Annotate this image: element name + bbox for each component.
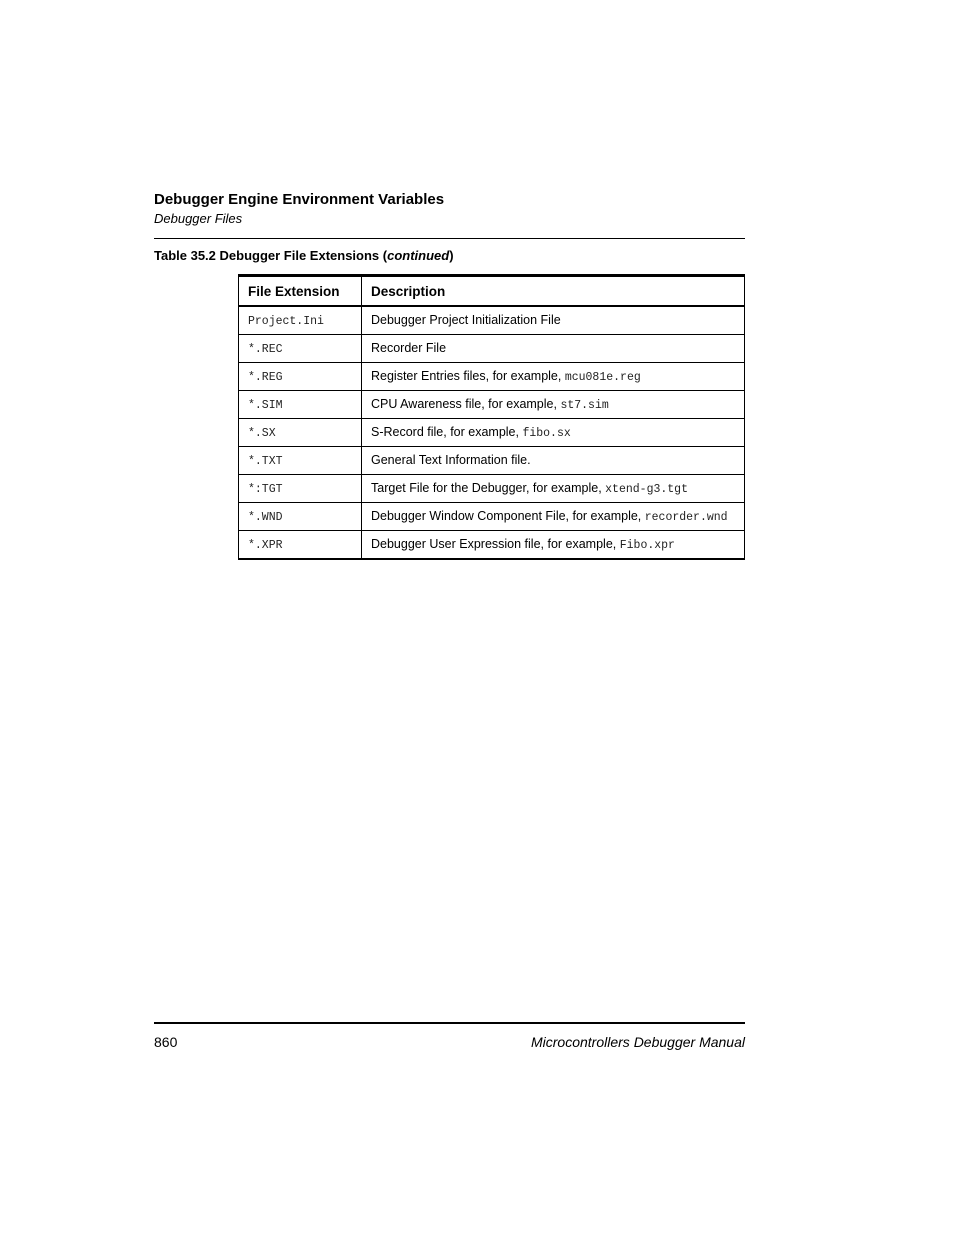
description-text: S-Record file, for example, (371, 425, 523, 439)
page-number: 860 (154, 1034, 178, 1050)
extension-cell (239, 447, 362, 475)
description-cell (362, 419, 745, 447)
description-cell (362, 503, 745, 531)
extension-text: *.SX (248, 427, 276, 440)
description-cell (362, 531, 745, 560)
extension-cell (239, 363, 362, 391)
table-row (239, 391, 745, 419)
description-text: Debugger Window Component File, for example, (371, 509, 645, 523)
example-filename: recorder.wnd (644, 511, 728, 524)
example-filename: xtend-g3.tgt (605, 483, 688, 496)
extension-text: Project.Ini (248, 315, 324, 328)
file-extensions-table (238, 274, 745, 560)
description-cell (362, 363, 745, 391)
description-cell (362, 475, 745, 503)
extension-cell (239, 419, 362, 447)
caption-italic: continued (387, 248, 450, 263)
extension-text: *.XPR (248, 539, 283, 552)
description-text: Recorder File (371, 341, 447, 355)
extension-text: *.REG (248, 371, 283, 384)
description-text: Debugger Project Initialization File (371, 313, 561, 327)
description-cell (362, 306, 745, 335)
description-cell (362, 335, 745, 363)
table-row (239, 475, 745, 503)
extension-cell (239, 335, 362, 363)
description-cell (362, 391, 745, 419)
description-text: Debugger User Expression file, for example, (371, 537, 620, 551)
example-filename: mcu081e.reg (564, 371, 641, 384)
example-filename: Fibo.xpr (619, 539, 675, 552)
manual-title: Microcontrollers Debugger Manual (531, 1034, 745, 1050)
table-row (239, 447, 745, 475)
table-header-row (239, 276, 745, 307)
section-title: Debugger Engine Environment Variables (154, 191, 445, 208)
description-text: Target File for the Debugger, for example, (371, 481, 606, 495)
table-row (239, 419, 745, 447)
description-cell (362, 447, 745, 475)
extension-cell (239, 531, 362, 560)
extension-text: *.WND (248, 511, 283, 524)
table-row (239, 335, 745, 363)
table-row (239, 503, 745, 531)
extension-text: *.TXT (248, 455, 283, 468)
table-row (239, 363, 745, 391)
example-filename: fibo.sx (522, 427, 571, 440)
extension-cell (239, 475, 362, 503)
table-caption (154, 248, 454, 263)
extension-text: *:TGT (248, 483, 283, 496)
description-text: General Text Information file. (371, 453, 531, 467)
column-header-description: Description (362, 276, 745, 307)
table-row (239, 306, 745, 335)
section-subtitle: Debugger Files (154, 211, 243, 226)
example-filename: st7.sim (560, 399, 609, 412)
description-text: Register Entries files, for example, (371, 369, 565, 383)
extension-cell (239, 391, 362, 419)
footer-rule (154, 1022, 745, 1024)
caption-prefix: Table 35.2 Debugger File Extensions ( (154, 248, 388, 263)
extension-text: *.SIM (248, 399, 283, 412)
extension-cell (239, 503, 362, 531)
caption-suffix: ) (449, 248, 454, 263)
extension-cell (239, 306, 362, 335)
table-row (239, 531, 745, 560)
header-rule (154, 238, 745, 239)
extension-text: *.REC (248, 343, 283, 356)
column-header-extension: File Extension (239, 276, 362, 307)
description-text: CPU Awareness file, for example, (371, 397, 561, 411)
